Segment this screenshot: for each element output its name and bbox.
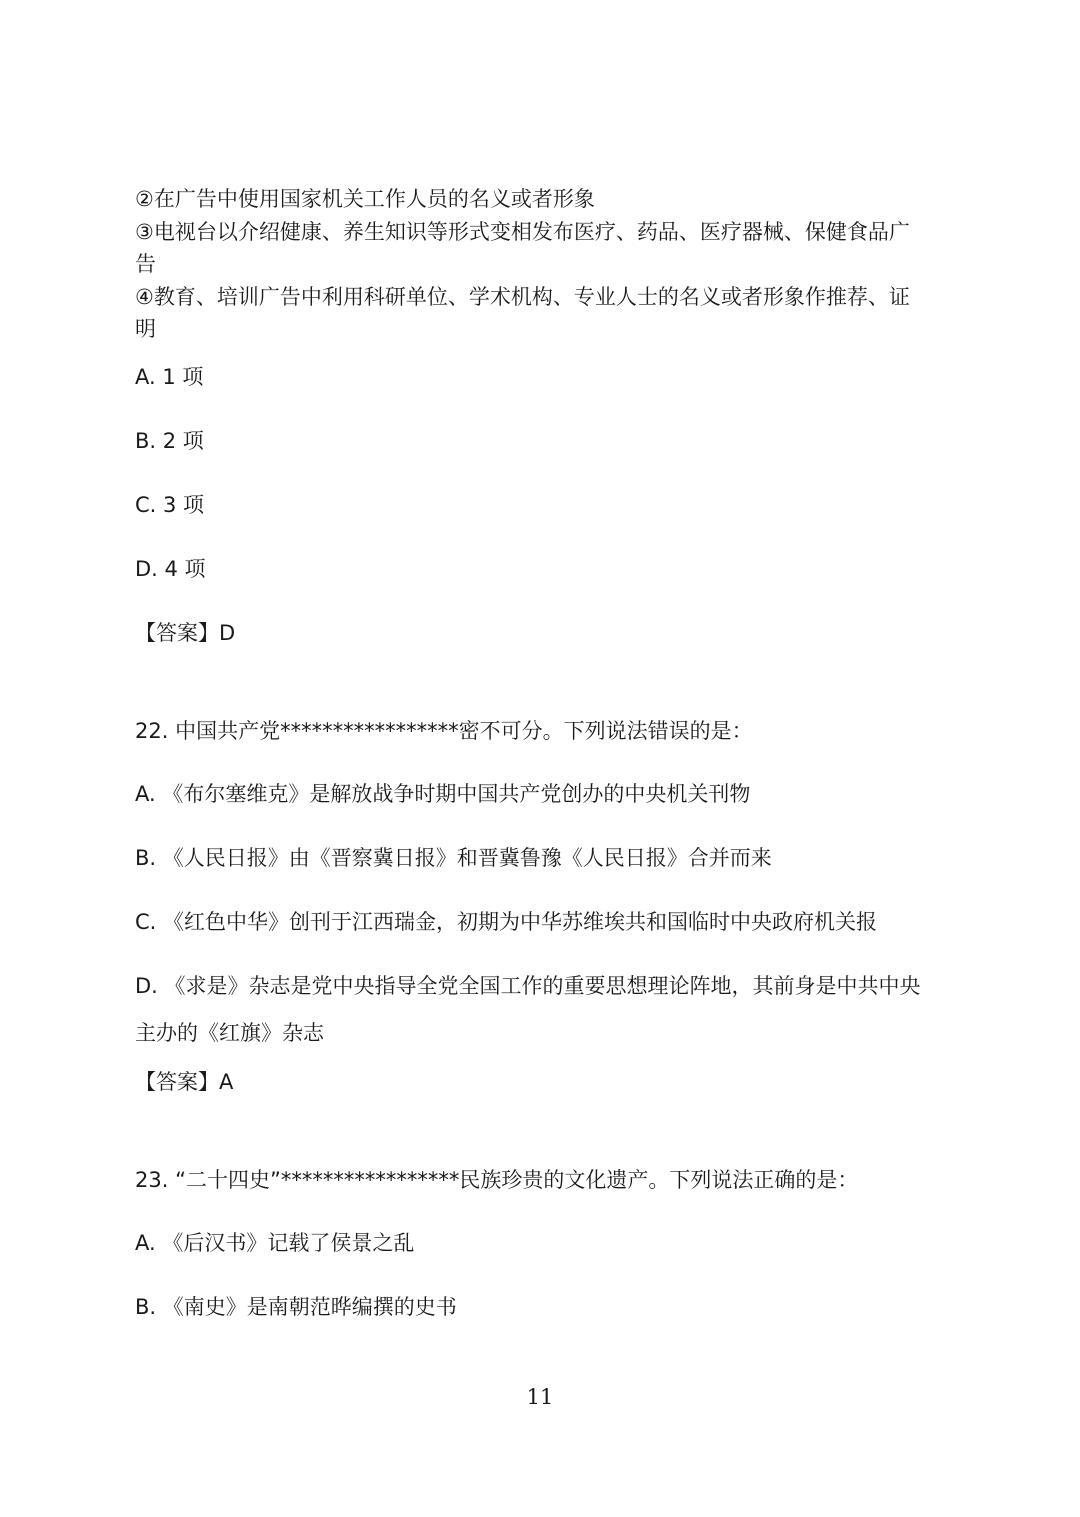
q22-answer: 【答案】A: [135, 1070, 234, 1094]
q21-item-4-line-2: 明: [135, 317, 156, 341]
q21-option-a: A. 1 项: [135, 365, 204, 389]
q22-option-d-line-2: 主办的《红旗》杂志: [135, 1021, 324, 1045]
q22-option-c: C. 《红色中华》创刊于江西瑞金，初期为中华苏维埃共和国临时中央政府机关报: [135, 910, 878, 934]
q22-option-b: B. 《人民日报》由《晋察冀日报》和晋冀鲁豫《人民日报》合并而来: [135, 846, 772, 870]
q21-item-2: ②在广告中使用国家机关工作人员的名义或者形象: [135, 187, 595, 211]
q21-option-b: B. 2 项: [135, 429, 204, 453]
q21-item-3-line-1: ③电视台以介绍健康、养生知识等形式变相发布医疗、药品、医疗器械、保健食品广: [135, 220, 910, 244]
q23-stem: 23. “二十四史”*****************民族珍贵的文化遗产。下列说法正确的是：: [135, 1168, 859, 1192]
q22-option-a: A. 《布尔塞维克》是解放战争时期中国共产党创办的中央机关刊物: [135, 782, 751, 806]
q21-answer: 【答案】D: [135, 621, 236, 645]
q21-option-d: D. 4 项: [135, 557, 206, 581]
page-number: 11: [526, 1385, 554, 1409]
q23-option-a: A. 《后汉书》记载了侯景之乱: [135, 1231, 415, 1255]
q21-item-3-line-2: 告: [135, 252, 156, 276]
q22-stem: 22. 中国共产党*****************密不可分。下列说法错误的是：: [135, 719, 753, 743]
q22-option-d: D. 《求是》杂志是党中央指导全党全国工作的重要思想理论阵地，其前身是中共中央: [135, 974, 921, 998]
q23-option-b: B. 《南史》是南朝范晔编撰的史书: [135, 1295, 457, 1319]
q21-option-c: C. 3 项: [135, 493, 205, 517]
q21-item-4-line-1: ④教育、培训广告中利用科研单位、学术机构、专业人士的名义或者形象作推荐、证: [135, 285, 910, 309]
